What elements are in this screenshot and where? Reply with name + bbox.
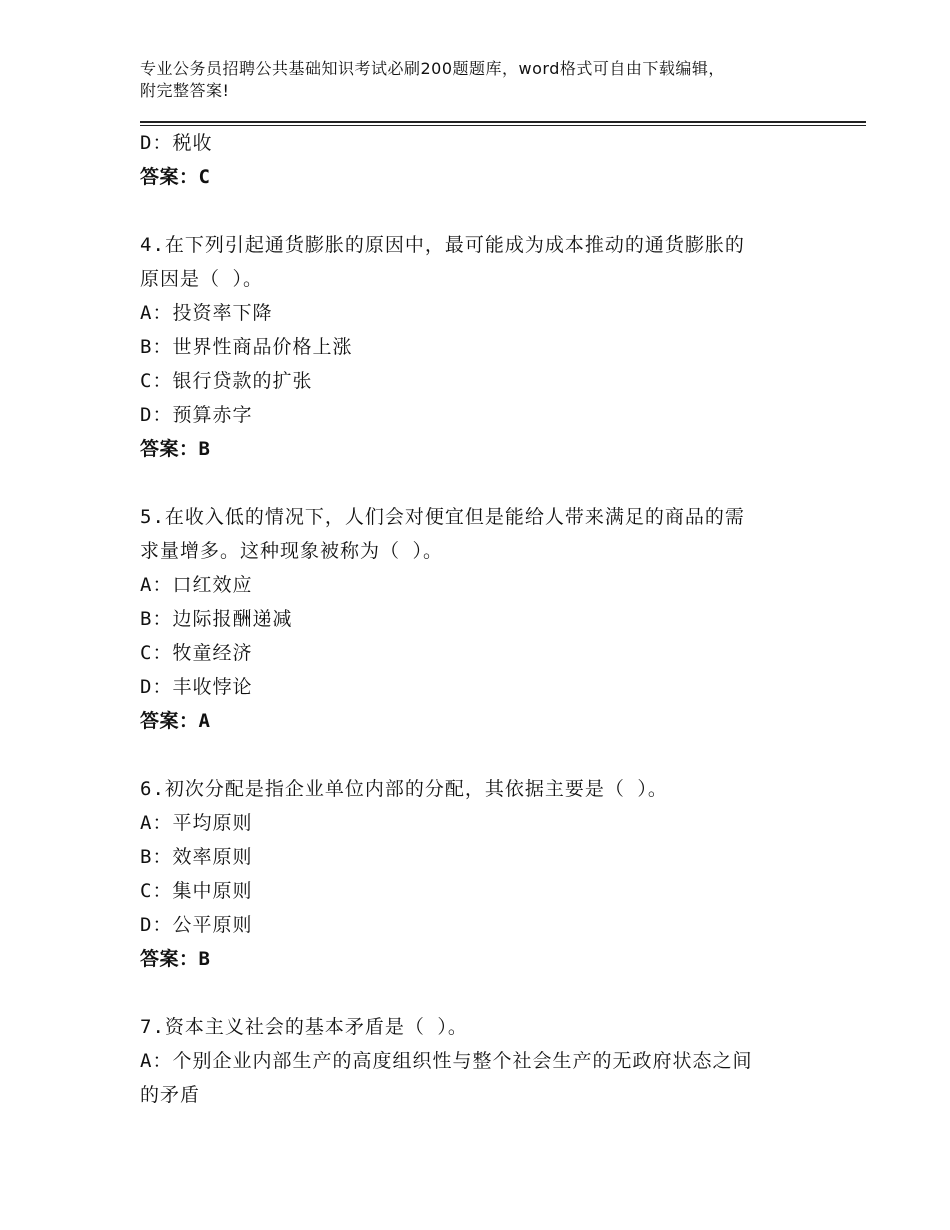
header-line-2: 附完整答案! [140, 81, 230, 100]
question-5 [140, 500, 820, 738]
option-c: C：集中原则 [140, 880, 253, 902]
spacer [140, 976, 820, 1010]
option-a: A：平均原则 [140, 812, 253, 834]
option-c: C：牧童经济 [140, 642, 253, 664]
spacer [140, 466, 820, 500]
option-a: A：投资率下降 [140, 302, 273, 324]
page-header [140, 58, 840, 102]
question-text-line-1: 4.在下列引起通货膨胀的原因中，最可能成为成本推动的通货膨胀的 [140, 234, 745, 256]
option-b: B：边际报酬递减 [140, 608, 293, 630]
answer-label: 答案： [140, 438, 199, 460]
header-divider-thick [140, 121, 866, 123]
question-4 [140, 228, 820, 466]
answer-value: B [198, 438, 211, 460]
answer-label: 答案： [140, 948, 199, 970]
option-d: D：丰收悖论 [140, 676, 253, 698]
option-d: D：税收 [140, 132, 213, 154]
question-text [140, 772, 820, 806]
answer-line [140, 160, 820, 194]
answer-line [140, 432, 820, 466]
answer-value: A [198, 710, 211, 732]
question-7 [140, 1010, 820, 1112]
question-text-line-1: 6.初次分配是指企业单位内部的分配，其依据主要是（ ）。 [140, 778, 668, 800]
answer-line [140, 942, 820, 976]
question-list [140, 126, 820, 1112]
answer-value: B [198, 948, 211, 970]
question-text-line-1: 5.在收入低的情况下，人们会对便宜但是能给人带来满足的商品的需 [140, 506, 745, 528]
option-a-line-1: A：个别企业内部生产的高度组织性与整个社会生产的无政府状态之间 [140, 1050, 753, 1072]
spacer [140, 194, 820, 228]
answer-label: 答案： [140, 710, 199, 732]
option-d: D：预算赤字 [140, 404, 253, 426]
question-6 [140, 772, 820, 976]
header-line-1: 专业公务员招聘公共基础知识考试必刷200题题库，word格式可自由下载编辑， [140, 59, 725, 78]
question-text-line-1: 7.资本主义社会的基本矛盾是（ ）。 [140, 1016, 468, 1038]
question-text-line-2: 原因是（ ）。 [140, 268, 263, 290]
answer-line [140, 704, 820, 738]
answer-value: C [198, 166, 211, 188]
option-d: D：公平原则 [140, 914, 253, 936]
question-text [140, 500, 820, 568]
option-a [140, 1044, 820, 1112]
question-3-tail [140, 126, 820, 194]
option-a-line-2: 的矛盾 [140, 1084, 201, 1106]
option-b: B：世界性商品价格上涨 [140, 336, 353, 358]
option-c: C：银行贷款的扩张 [140, 370, 313, 392]
answer-label: 答案： [140, 166, 199, 188]
question-text [140, 1010, 820, 1044]
question-text [140, 228, 820, 296]
option-b: B：效率原则 [140, 846, 253, 868]
spacer [140, 738, 820, 772]
option-a: A：口红效应 [140, 574, 253, 596]
question-text-line-2: 求量增多。这种现象被称为（ ）。 [140, 540, 443, 562]
